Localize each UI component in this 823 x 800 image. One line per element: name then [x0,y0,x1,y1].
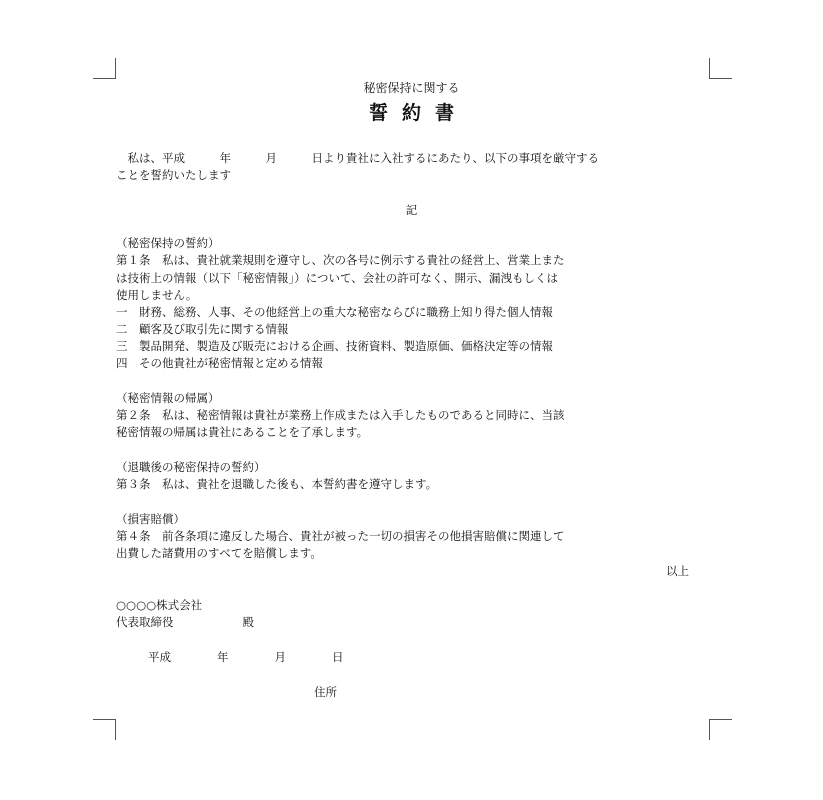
crop-mark-bottom-left [93,719,116,740]
closing-text: 以上 [666,564,689,578]
section-2-heading: （秘密情報の帰属） [116,391,220,405]
section-2-line-2: 秘密情報の帰属は貴社にあることを了承します。 [116,425,369,439]
section-1-item-2: 二 顧客及び取引先に関する情報 [116,322,289,336]
section-4-line-1: 第４条 前各条項に違反した場合、貴社が被った一切の損害その他損害賠償に関連して [116,529,565,543]
representative-line: 代表取締役 殿 [116,615,254,629]
crop-mark-top-right [709,58,732,79]
section-1-line-2: は技術上の情報（以下「秘密情報」）について、会社の許可なく、開示、漏洩もしくは [116,271,559,285]
section-1-item-4: 四 その他貴社が秘密情報と定める情報 [116,356,323,370]
section-1-item-1: 一 財務、総務、人事、その他経営上の重大な秘密ならびに職務上知り得た個人情報 [116,305,553,319]
section-3-line-1: 第３条 私は、貴社を退職した後も、本誓約書を遵守します。 [116,477,438,491]
address-label: 住所 [314,685,337,699]
document-subtitle: 秘密保持に関する [363,81,460,95]
section-1-heading: （秘密保持の誓約） [116,236,220,250]
crop-mark-bottom-right [709,719,732,740]
signature-date: 平成 年 月 日 [148,650,344,664]
intro-line-2: ことを誓約いたします [116,168,231,182]
section-1-line-1: 第１条 私は、貴社就業規則を遵守し、次の各号に例示する貴社の経営上、営業上また [116,253,565,267]
document-title: 誓約書 [368,102,468,124]
ki-heading: 記 [405,203,418,217]
crop-mark-top-left [93,58,116,79]
section-1-item-3: 三 製品開発、製造及び販売における企画、技術資料、製造原価、価格決定等の情報 [116,339,553,353]
section-1-line-3: 使用しません。 [116,288,198,302]
intro-line-1: 私は、平成 年 月 日より貴社に入社するにあたり、以下の事項を厳守する [116,151,599,165]
section-2-line-1: 第２条 私は、秘密情報は貴社が業務上作成または入手したものであると同時に、当該 [116,408,565,422]
section-3-heading: （退職後の秘密保持の誓約） [116,460,266,474]
company-name: ○○○○株式会社 [116,598,203,612]
section-4-heading: （損害賠償） [116,512,185,526]
section-4-line-2: 出費した諸費用のすべてを賠償します。 [116,546,322,560]
